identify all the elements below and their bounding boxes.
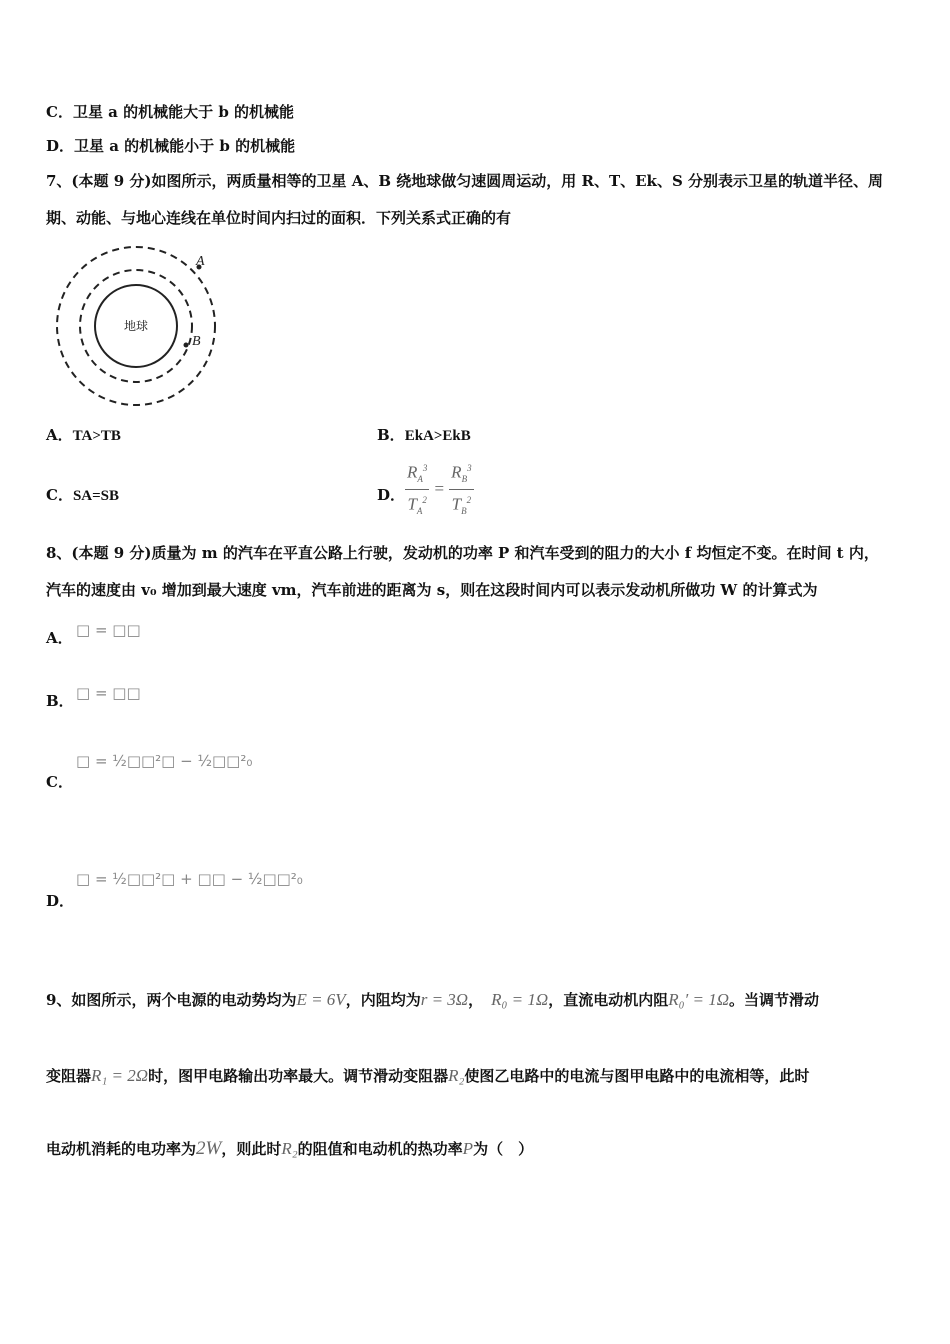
q8-option-d-formula: □ = ½□□²□ + □□ − ½□□²₀ bbox=[76, 870, 303, 888]
q8-option-d-label: D． bbox=[46, 892, 75, 910]
q7-option-d-formula: $\frac{R_A^3}{T_A^2}$ = $\frac{R_B^3}{T_B^2}$ bbox=[405, 458, 474, 521]
q8-option-b-label: B． bbox=[46, 692, 74, 710]
q7-option-a: A．TA>TB bbox=[46, 426, 121, 444]
eq-e: E = 6V bbox=[296, 990, 346, 1009]
q6-option-d: D．卫星 a 的机械能小于 b 的机械能 bbox=[46, 137, 296, 155]
satellite-b-dot bbox=[184, 343, 189, 348]
eq-r2-b: R₂ bbox=[281, 1139, 298, 1158]
q8-option-b-formula: □ = □□ bbox=[76, 684, 141, 702]
eq-2w: 2W bbox=[196, 1138, 222, 1159]
q8-option-c-formula: □ = ½□□²□ − ½□□²₀ bbox=[76, 752, 253, 770]
orbit-figure bbox=[50, 242, 225, 412]
eq-p: P bbox=[462, 1139, 474, 1158]
q6-option-c: C．卫星 a 的机械能大于 b 的机械能 bbox=[46, 103, 295, 121]
q7-option-a-text: TA>TB bbox=[72, 428, 121, 444]
q7-option-c: C．SA=SB bbox=[46, 486, 120, 504]
eq-r2: R₂ bbox=[448, 1066, 465, 1085]
eq-r0-prime: R₀′ = 1Ω bbox=[668, 990, 729, 1009]
q8-option-c-label: C． bbox=[46, 773, 73, 791]
satellite-a-label: A bbox=[196, 254, 205, 269]
q9-stem-line3: 电动机消耗的电功率为2W，则此时R₂的阻值和电动机的热功率P为（ ） bbox=[46, 1138, 534, 1159]
q9-stem-line2: 变阻器R₁ = 2Ω时，图甲电路输出功率最大。调节滑动变阻器R₂使图乙电路中的电流与图甲电路中的电流相等，此时 bbox=[46, 1066, 810, 1085]
q8-option-a-formula: □ = □□ bbox=[76, 621, 141, 639]
q8-option-a-label: A． bbox=[46, 629, 73, 647]
q7-stem-line1: 7、(本题 9 分)如图所示，两质量相等的卫星 A、B 绕地球做匀速圆周运动，用 R、T、Ek、S 分别表示卫星的轨道半径、周 bbox=[46, 172, 884, 190]
satellite-b-label: B bbox=[192, 334, 201, 349]
q7-option-b-text: EkA>EkB bbox=[404, 428, 471, 444]
eq-r: r = 3Ω bbox=[420, 990, 469, 1009]
q7-option-c-text: SA=SB bbox=[72, 488, 120, 504]
q7-option-d-label: D． bbox=[377, 486, 406, 504]
q8-stem-line1: 8、(本题 9 分)质量为 m 的汽车在平直公路上行驶，发动机的功率 P 和汽车受到的阻力的大小 f 均恒定不变。在时间 t 内， bbox=[46, 544, 879, 562]
q7-option-b: B．EkA>EkB bbox=[377, 426, 471, 444]
q7-stem-line2: 期、动能、与地心连线在单位时间内扫过的面积．下列关系式正确的有 bbox=[46, 209, 512, 227]
eq-r0: R₀ = 1Ω bbox=[491, 990, 549, 1009]
earth-label: 地球 bbox=[123, 319, 149, 333]
q8-stem-line2: 汽车的速度由 v₀ 增加到最大速度 vm，汽车前进的距离为 s，则在这段时间内可以表示发动机所做功 W 的计算式为 bbox=[46, 581, 818, 599]
eq-r1: R₁ = 2Ω bbox=[91, 1066, 149, 1085]
q9-stem-line1: 9、如图所示，两个电源的电动势均为E = 6V，内阻均为r = 3Ω， R₀ = 1Ω，直流电动机内阻R₀′ = 1Ω。当调节滑动 bbox=[46, 990, 819, 1009]
